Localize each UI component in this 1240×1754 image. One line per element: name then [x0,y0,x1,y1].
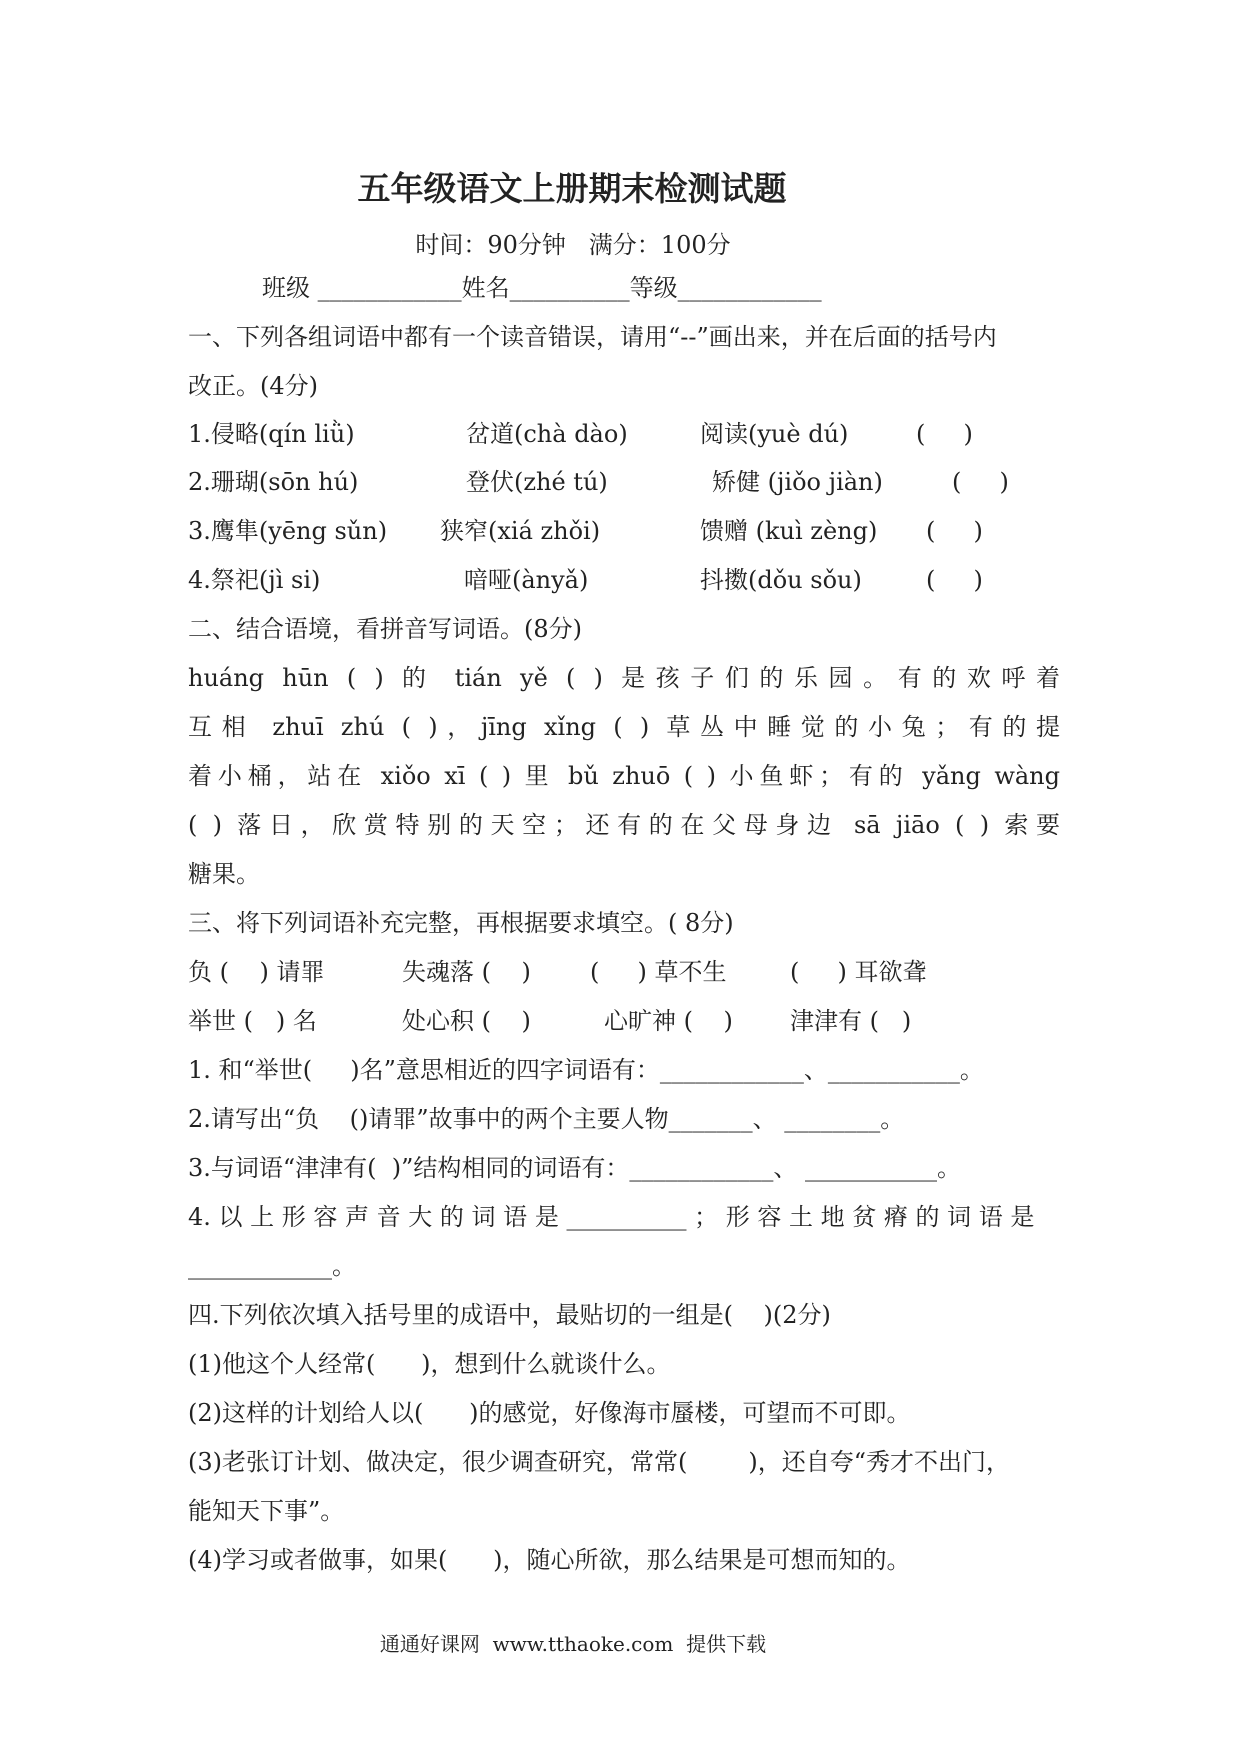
section4-question1: (1)他这个人经常( )，想到什么就谈什么。 [188,1350,671,1378]
section3-word7: 心旷神 ( ) [604,1007,733,1035]
section1-heading-cont: 改正。(4分) [188,372,318,400]
section4-question3: (3)老张订计划、做决定，很少调查研究，常常( )，还自夸“秀才不出门， [188,1448,1011,1476]
section2-passage-line5: 糖果。 [188,860,260,888]
section3-question4-cont: ____________。 [188,1252,356,1280]
section2-passage-line1: huáng hūn ( ) 的 tián yě ( ) 是孩子们的乐园。有的欢呼着 [188,664,1060,692]
page-title: 五年级语文上册期末检测试题 [357,169,787,208]
exam-meta: 时间：90分钟 满分：100分 [415,231,731,259]
section2-passage-line2: 互相 zhuī zhú ( )，jīng xǐng ( ) 草丛中睡觉的小兔；有的提 [188,713,1060,741]
section1-row2-col1: 2.珊瑚(sōn hú) [188,468,359,496]
section1-row2-col2: 登伏(zhé tú) [466,468,608,496]
section3-word3: ( ) 草不生 [590,958,727,986]
section1-row3-answer: ( ) [926,517,983,545]
section1-row2-col3: 矫健 (jiǒo jiàn) [712,468,883,496]
section1-row2-answer: ( ) [952,468,1009,496]
section3-word2: 失魂落 ( ) [402,958,531,986]
section3-word5: 举世 ( ) 名 [188,1007,317,1035]
section4-question3-cont: 能知天下事”。 [188,1497,345,1525]
section4-question2: (2)这样的计划给人以( )的感觉，好像海市蜃楼，可望而不可即。 [188,1399,911,1427]
footer-source: 通通好课网 www.tthaoke.com 提供下载 [379,1632,767,1656]
section1-row3-col3: 馈赠 (kuì zèng) [700,517,878,545]
section1-row1-col2: 岔道(chà dào) [466,420,628,448]
section1-row4-col3: 抖擞(dǒu sǒu) [700,566,862,594]
section3-question1: 1. 和“举世( )名”意思相近的四字词语有：____________、___________。 [188,1056,984,1084]
section4-question4: (4)学习或者做事，如果( )，随心所欲，那么结果是可想而知的。 [188,1546,911,1574]
section1-row3-col1: 3.鹰隼(yēng sǔn) [188,517,388,545]
section2-heading: 二、结合语境，看拼音写词语。(8分) [188,615,582,643]
section1-row4-col2: 喑哑(ànyǎ) [464,566,589,594]
section3-question3: 3.与词语“津津有( )”结构相同的词语有：____________、 ___________。 [188,1154,962,1182]
section1-heading: 一、下列各组词语中都有一个读音错误，请用“--”画出来，并在后面的括号内 [188,323,997,351]
section3-word1: 负 ( ) 请罪 [188,958,325,986]
section3-word8: 津津有 ( ) [790,1007,912,1035]
section1-row4-col1: 4.祭祀(jì si) [188,566,321,594]
section1-row1-col3: 阅读(yuè dú) [700,420,849,448]
section2-passage-line3: 着小桶，站在 xiǒo xī ( ) 里 bǔ zhuō ( ) 小鱼虾；有的 yǎng wàng [188,762,1060,790]
section4-heading: 四.下列依次填入括号里的成语中，最贴切的一组是( )(2分) [188,1301,831,1329]
section1-row4-answer: ( ) [926,566,983,594]
section3-question4: 4. 以 上 形 容 声 音 大 的 词 语 是 __________ ； 形 容 土 地 贫 瘠 的 词 语 是 [188,1203,1035,1231]
section2-passage-line4: ( ) 落日，欣赏特别的天空；还有的在父母身边 sā jiāo ( ) 索要 [188,811,1060,839]
section1-row1-answer: ( ) [916,420,973,448]
section3-word4: ( ) 耳欲聋 [790,958,927,986]
section3-word6: 处心积 ( ) [402,1007,531,1035]
section1-row1-col1: 1.侵略(qín liǜ) [188,420,355,448]
section3-question2: 2.请写出“负 ()请罪”故事中的两个主要人物_______、 ________。 [188,1105,905,1133]
student-info-line: 班级 ____________姓名__________等级____________ [262,274,822,302]
section1-row3-col2: 狭窄(xiá zhǒi) [440,517,601,545]
section3-heading: 三、将下列词语补充完整，再根据要求填空。( 8分) [188,909,734,937]
